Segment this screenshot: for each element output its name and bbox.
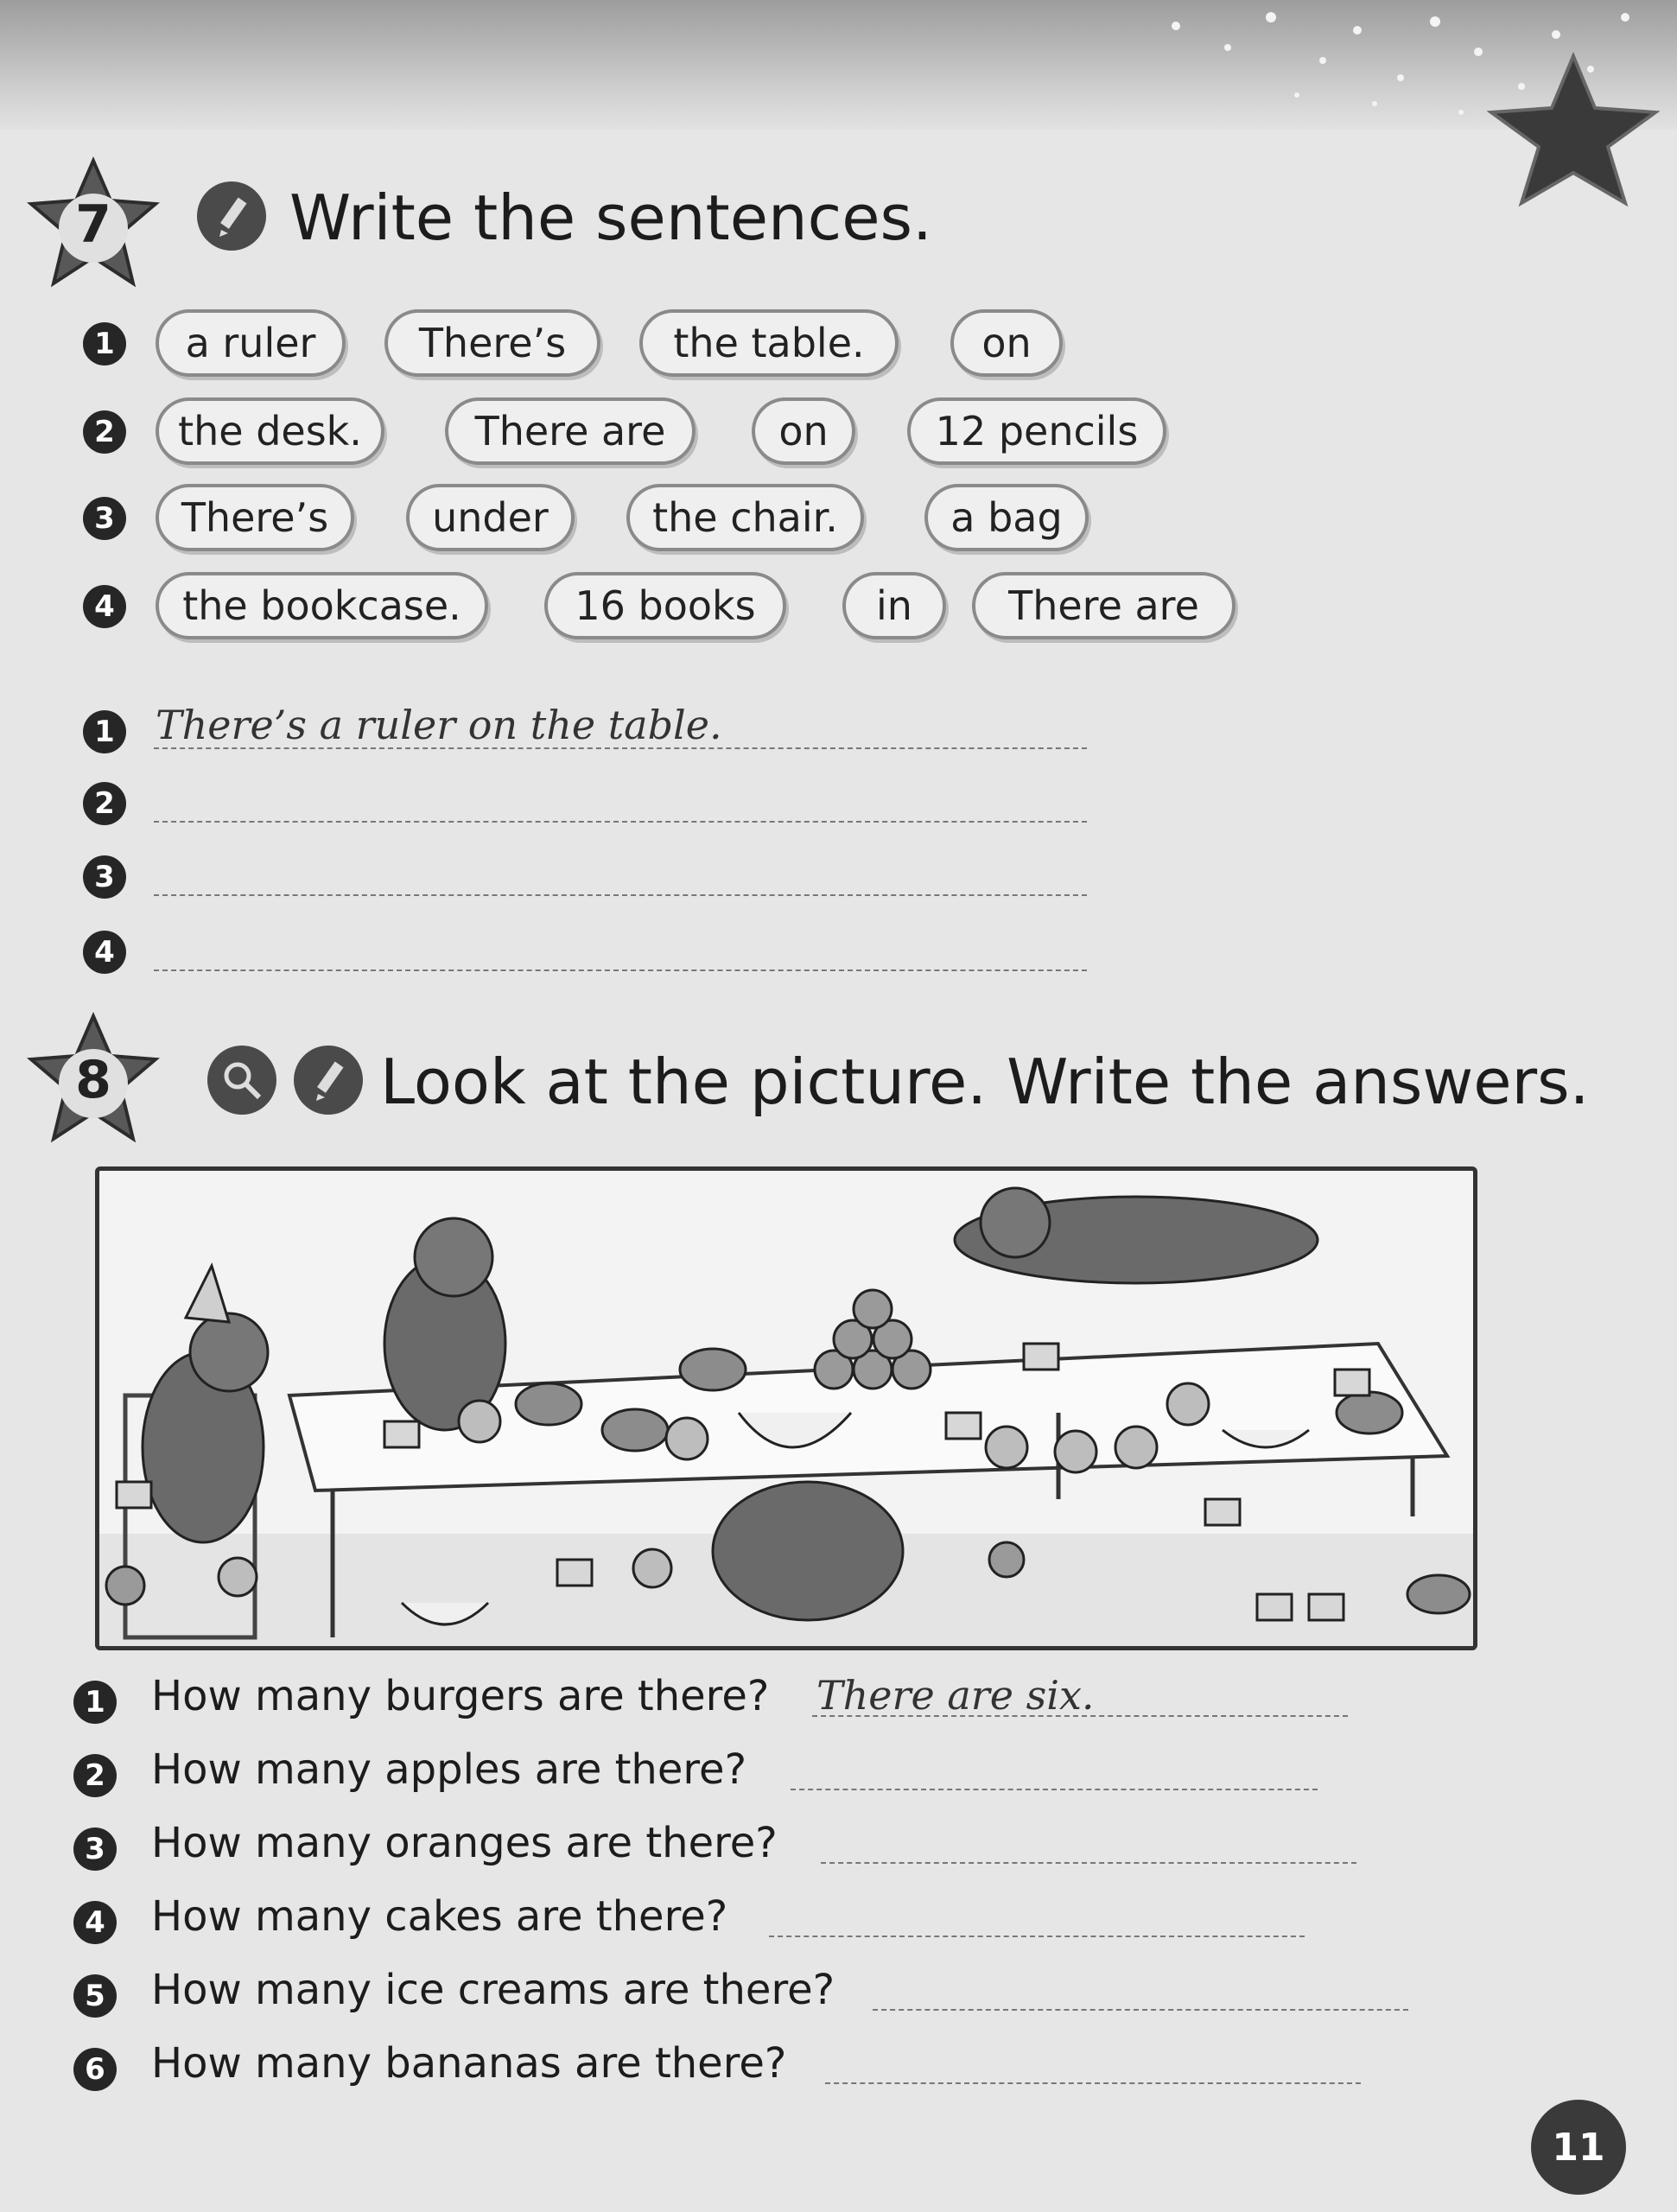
- word-card[interactable]: under: [406, 484, 575, 551]
- party-picture: [95, 1166, 1477, 1650]
- word-card[interactable]: a ruler: [156, 309, 346, 377]
- answer-number: 2: [83, 782, 126, 825]
- row-number: 3: [83, 497, 126, 540]
- question-text: How many oranges are there?: [151, 1819, 778, 1867]
- answer-line[interactable]: [873, 1966, 1408, 2011]
- word-card[interactable]: There are: [445, 397, 696, 465]
- exercise-7-number: 7: [75, 194, 111, 255]
- word-card[interactable]: 16 books: [544, 572, 786, 639]
- answer-line[interactable]: [769, 1892, 1305, 1937]
- word-card[interactable]: There’s: [156, 484, 354, 551]
- page-header-band: [0, 0, 1677, 130]
- row-number: 1: [83, 322, 126, 365]
- magnifier-icon: [207, 1046, 276, 1115]
- answer-line[interactable]: [154, 851, 1087, 896]
- word-card[interactable]: on: [950, 309, 1063, 377]
- question-text: How many apples are there?: [151, 1745, 747, 1794]
- word-card[interactable]: the table.: [639, 309, 899, 377]
- answer-number: 1: [83, 710, 126, 753]
- pencil-icon: [294, 1046, 363, 1115]
- row-number: 4: [83, 585, 126, 628]
- word-card[interactable]: the chair.: [626, 484, 864, 551]
- exercise-7-title: Write the sentences.: [289, 181, 932, 254]
- answer-number: 4: [83, 931, 126, 974]
- word-card[interactable]: There’s: [384, 309, 600, 377]
- question-text: How many bananas are there?: [151, 2039, 787, 2088]
- question-number: 6: [73, 2048, 117, 2091]
- row-number: 2: [83, 410, 126, 454]
- word-card[interactable]: 12 pencils: [907, 397, 1166, 465]
- word-card[interactable]: on: [752, 397, 855, 465]
- monkey-party-illustration: [99, 1171, 1473, 1646]
- answer-line[interactable]: [154, 926, 1087, 971]
- bleed-through-text: [1071, 112, 1555, 173]
- page-number: 11: [1531, 2100, 1626, 2195]
- word-card[interactable]: There are: [972, 572, 1236, 639]
- question-number: 2: [73, 1754, 117, 1797]
- question-number: 3: [73, 1827, 117, 1871]
- answer-line[interactable]: [825, 2039, 1361, 2084]
- example-answer: There’s a ruler on the table.: [156, 702, 722, 748]
- word-card[interactable]: in: [842, 572, 946, 639]
- exercise-8-number: 8: [75, 1050, 111, 1110]
- word-card[interactable]: the bookcase.: [156, 572, 488, 639]
- answer-line[interactable]: [821, 1819, 1356, 1864]
- example-answer: There are six.: [816, 1672, 1095, 1719]
- question-number: 1: [73, 1681, 117, 1724]
- question-number: 4: [73, 1901, 117, 1944]
- question-text: How many burgers are there?: [151, 1672, 770, 1720]
- question-text: How many cakes are there?: [151, 1892, 728, 1941]
- question-number: 5: [73, 1974, 117, 2018]
- answer-line[interactable]: [154, 778, 1087, 823]
- question-text: How many ice creams are there?: [151, 1966, 835, 2014]
- word-card[interactable]: a bag: [924, 484, 1089, 551]
- answer-line[interactable]: [791, 1745, 1318, 1790]
- exercise-8-title: Look at the picture. Write the answers.: [380, 1046, 1590, 1118]
- answer-number: 3: [83, 855, 126, 899]
- word-card[interactable]: the desk.: [156, 397, 384, 465]
- monkey-icon: [713, 1482, 903, 1620]
- pencil-icon: [197, 181, 266, 251]
